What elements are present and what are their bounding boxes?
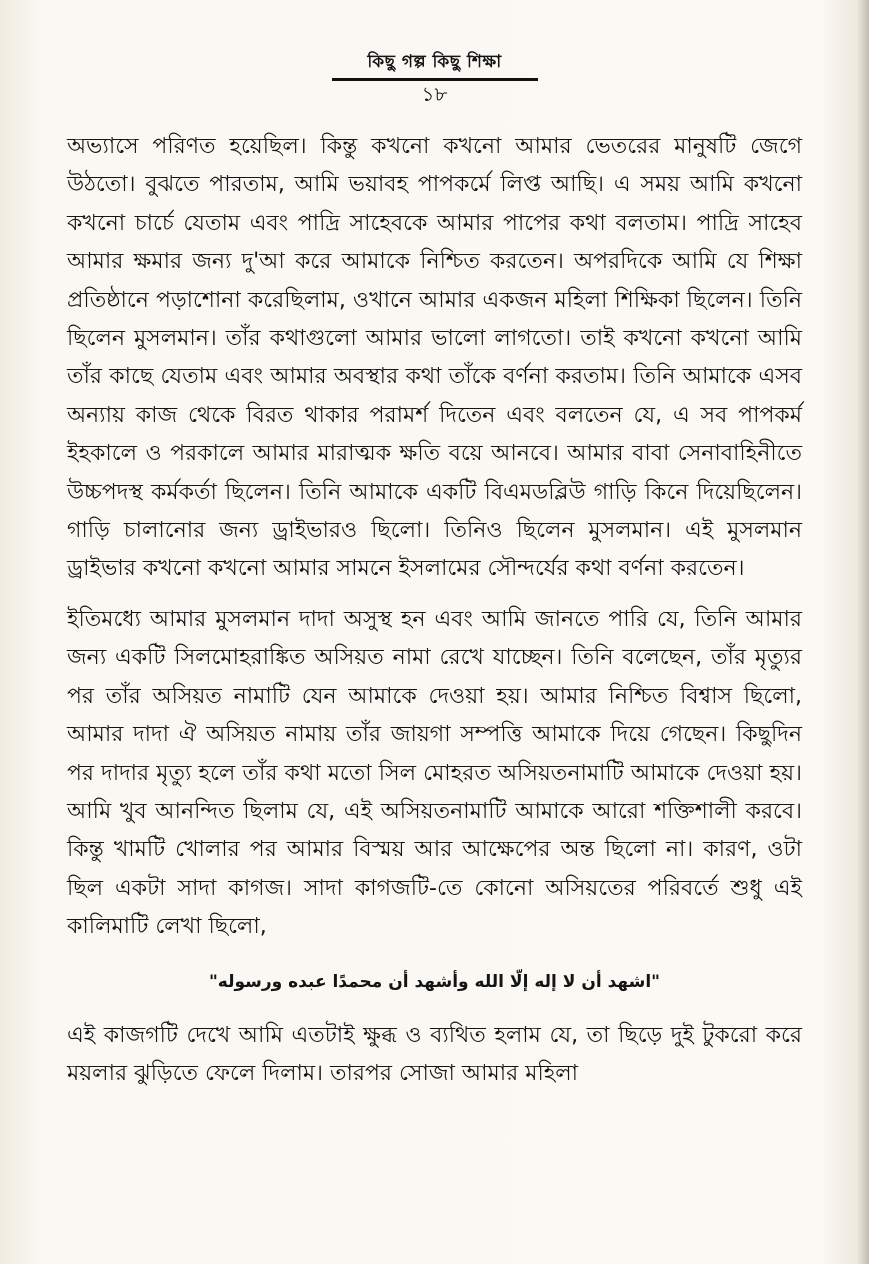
paragraph-1: অভ্যাসে পরিণত হয়েছিল। কিন্তু কখনো কখনো আমার ভেতরের মানুষটি জেগে উঠতো। বুঝতে পারতাম, আমি ভয়াবহ পাপকর্মে লিপ্ত আছি। এ সময় আমি কখনো কখনো চার্চে যেতাম এবং পাদ্রি সাহেবকে আমার পাপের কথা বলতাম। পাদ্রি সাহেব আমার ক্ষমার জন্য দু'আ করে আমাকে নিশ্চিত করতেন। অপরদিকে আমি যে শিক্ষা প্রতিষ্ঠানে পড়াশোনা করেছিলাম, ওখানে আমার একজন মহিলা শিক্ষিকা ছিলেন। তিনি ছিলেন মুসলমান। তাঁর কথাগুলো আমার ভালো লাগতো। তাই কখনো কখনো আমি তাঁর কাছে যেতাম এবং আমার অবস্থার কথা তাঁকে বর্ণনা করতাম। তিনি আমাকে এসব অন্যায় কাজ থেকে বিরত থাকার পরামর্শ দিতেন এবং বলতেন যে, এ সব পাপকর্ম ইহকালে ও পরকালে আমার মারাত্মক ক্ষতি বয়ে আনবে। আমার বাবা সেনাবাহিনীতে উচ্চপদস্থ কর্মকর্তা ছিলেন। তিনি আমাকে একটি বিএমডব্লিউ গাড়ি কিনে দিয়েছিলেন। গাড়ি চালানোর জন্য ড্রাইভারও ছিলো। তিনিও ছিলেন মুসলমান। এই মুসলমান ড্রাইভার কখনো কখনো আমার সামনে ইসলামের সৌন্দর্যের কথা বর্ণনা করতেন। [67,134,802,582]
arabic-kalima-quote: "اشهد أن لا إله إلّا الله وأشهد أن محمدًا عبده ورسوله" [208,971,661,992]
page-number: ১৮ [421,82,448,106]
book-title: কিছু গল্প কিছু শিক্ষা [367,52,502,72]
page-edge-shadow [857,0,869,1264]
paragraph-2: ইতিমধ্যে আমার মুসলমান দাদা অসুস্থ হন এবং আমি জানতে পারি যে, তিনি আমার জন্য একটি সিলমোহরাঙ্কিত অসিয়ত নামা রেখে যাচ্ছেন। তিনি বলেছেন, তাঁর মৃত্যুর পর তাঁর অসিয়ত নামাটি যেন আমাকে দেওয়া হয়। আমার নিশ্চিত বিশ্বাস ছিলো, আমার দাদা ঐ অসিয়ত নামায় তাঁর জায়গা সম্পত্তি আমাকে দিয়ে গেছেন। কিছুদিন পর দাদার মৃত্যু হলে তাঁর কথা মতো সিল মোহরত অসিয়তনামাটি আমাকে দেওয়া হয়। আমি খুব আনন্দিত ছিলাম যে, এই অসিয়তনামাটি আমাকে আরো শক্তিশালী করবে। কিন্তু খামটি খোলার পর আমার বিস্ময় আর আক্ষেপের অন্ত ছিলো না। কারণ, ওটা ছিল একটা সাদা কাগজ। সাদা কাগজটি-তে কোনো অসিয়তের পরিবর্তে শুধু এই কালিমাটি লেখা ছিলো, [67,606,802,940]
body-text [67,128,802,1093]
paragraph-3: এই কাজগটি দেখে আমি এতটাই ক্ষুব্ধ ও ব্যথিত হলাম যে, তা ছিড়ে দুই টুকরো করে ময়লার ঝুড়িতে ফেলে দিলাম। তারপর সোজা আমার মহিলা [67,1022,802,1086]
running-header [0,48,869,107]
